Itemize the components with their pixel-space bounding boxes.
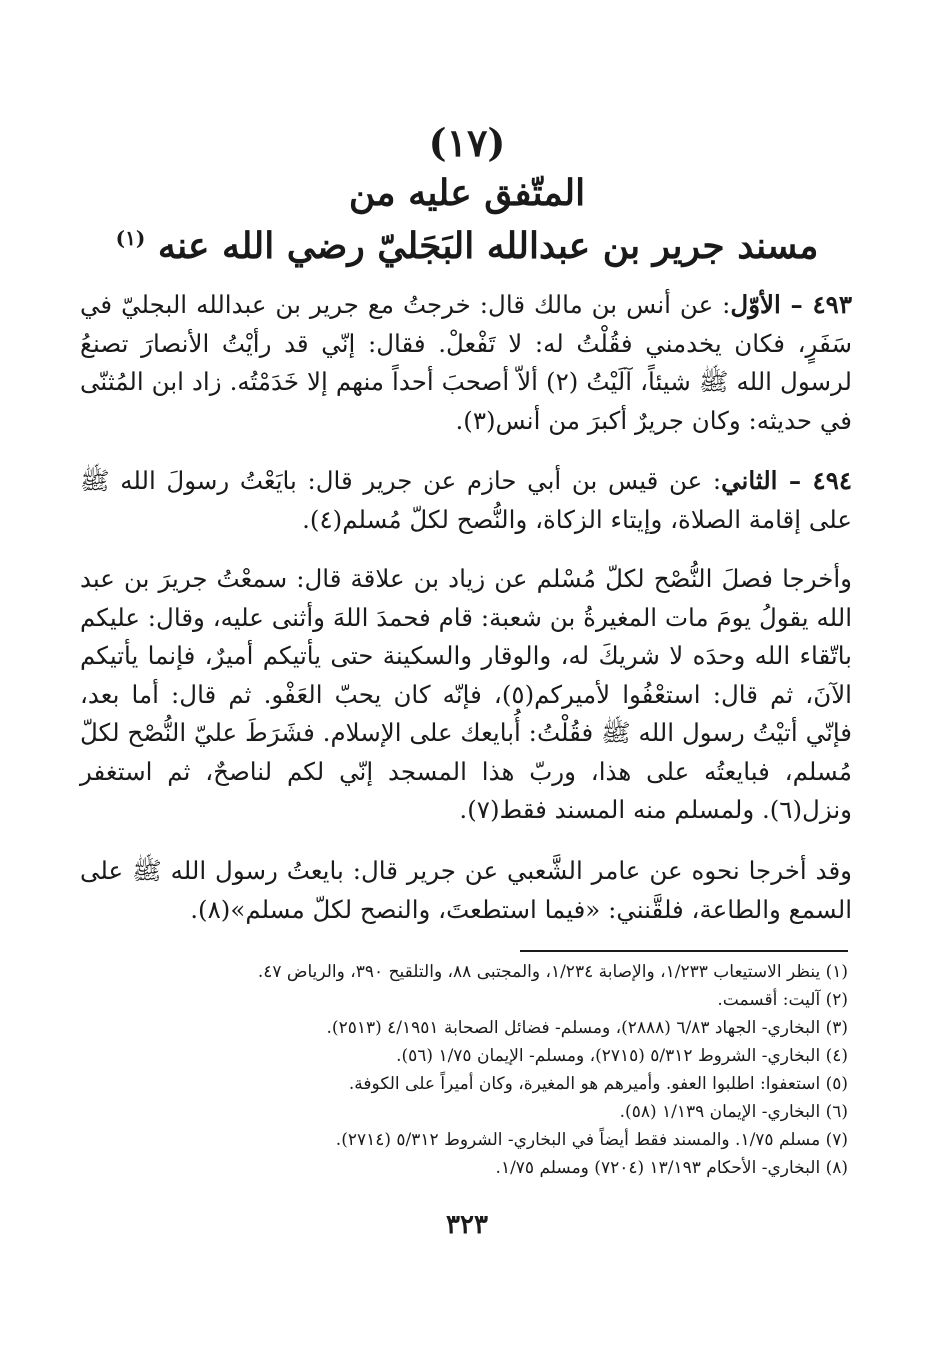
hadith-paragraph-493: ٤٩٣ – الأوّل: عن أنس بن مالك قال: خرجتُ مع جرير بن عبدالله البجليّ في سَفَرٍ، فكان يخدمني فقُلْتُ له: لا تَفْعلْ. فقال: إنّي قد رأيْتُ الأنصارَ تصنعُ لرسول الله ﷺ شيئاً، آلَيْتُ (٢) ألاّ أصحبَ أحداً منهم إلا خَدَمْتُه. زاد ابن المُثنّى في حديثه: وكان جريرٌ أكبرَ من أنس(٣). xyxy=(80,290,852,435)
footnote: (٢) آليت: أقسمت. xyxy=(717,990,848,1010)
narration-paragraph xyxy=(80,852,852,929)
footnote: (٦) البخاري- الإيمان ١/١٣٩ (٥٨). xyxy=(619,1102,848,1122)
hadith-paragraph-494: ٤٩٤ – الثاني: عن قيس بن أبي حازم عن جرير قال: بايَعْتُ رسولَ الله ﷺ على إقامة الصلاة، وإيتاء الزكاة، والنُّصح لكلّ مُسلم(٤). xyxy=(80,466,853,534)
hadith-label: الأوّل xyxy=(730,290,781,319)
chapter-title-line-1: المتّفق عليه من xyxy=(348,172,586,214)
footnote: (٣) البخاري- الجهاد ٦/٨٣ (٢٨٨٨)، ومسلم- فضائل الصحابة ٤/١٩٥١ (٢٥١٣). xyxy=(326,1018,848,1038)
footnote: (٨) البخاري- الأحكام ١٣/١٩٣ (٧٢٠٤) ومسلم ١/٧٥. xyxy=(495,1158,848,1178)
title-footnote-ref: (١) xyxy=(115,226,146,250)
footnote-divider xyxy=(520,950,848,952)
hadith-number: ٤٩٣ xyxy=(812,290,852,319)
footnotes xyxy=(80,958,848,1182)
page-number: ٣٢٣ xyxy=(446,1210,488,1240)
footnote: (٥) استعفوا: اطلبوا العفو. وأميرهم هو المغيرة، وكان أميراً على الكوفة. xyxy=(348,1074,848,1094)
footnote: (٧) مسلم ١/٧٥. والمسند فقط أيضاً في البخاري- الشروط ٥/٣١٢ (٢٧١٤). xyxy=(335,1130,848,1150)
narration-text: وقد أخرجا نحوه عن عامر الشَّعبي عن جرير قال: بايعتُ رسول الله ﷺ على السمع والطاعة، فلقَّنني: «فيما استطعتَ، والنصح لكلّ مسلم»(٨). xyxy=(80,856,852,924)
narration-paragraph xyxy=(80,560,852,830)
footnote: (١) ينظر الاستيعاب ١/٢٣٣، والإصابة ١/٢٣٤، والمجتبى ٨٨، والتلقيح ٣٩٠، والرياض ٤٧. xyxy=(257,962,848,982)
hadith-label: الثاني xyxy=(721,466,778,495)
hadith-text: : عن قيس بن أبي حازم عن جرير قال: بايَعْتُ رسولَ الله ﷺ على إقامة الصلاة، وإيتاء الزكاة، والنُّصح لكلّ مُسلم(٤). xyxy=(80,466,852,534)
chapter-title-text: مسند جرير بن عبدالله البَجَليّ رضي الله عنه xyxy=(157,225,819,267)
chapter-title-line-2 xyxy=(60,225,874,267)
footnote: (٤) البخاري- الشروط ٥/٣١٢ (٢٧١٥)، ومسلم- الإيمان ١/٧٥ (٥٦). xyxy=(396,1046,848,1066)
hadith-text: : عن أنس بن مالك قال: خرجتُ مع جرير بن عبدالله البجليّ في سَفَرٍ، فكان يخدمني فقُلْتُ له: لا تَفْعلْ. فقال: إنّي قد رأيْتُ الأنصارَ تصنعُ لرسول الله ﷺ شيئاً، آلَيْتُ (٢) ألاّ أصحبَ أحداً منهم إلا خَدَمْتُه. زاد ابن المُثنّى في حديثه: وكان جريرٌ أكبرَ من أنس(٣). xyxy=(80,290,852,435)
chapter-number: (١٧) xyxy=(428,120,506,165)
hadith-number: ٤٩٤ xyxy=(812,466,853,495)
narration-text: وأخرجا فصلَ النُّصْح لكلّ مُسْلم عن زياد بن علاقة قال: سمعْتُ جريرَ بن عبد الله يقولُ يومَ مات المغيرةُ بن شعبة: قام فحمدَ اللهَ وأثنى عليه، وقال: عليكم باتّقاء الله وحدَه لا شريكَ له، والوقار والسكينة حتى يأتيكم أميرٌ، فإنما يأتيكم الآنَ، ثم قال: استعْفُوا لأميركم(٥)، فإنّه كان يحبّ العَفْو. ثم قال: أما بعد، فإنّي أتيْتُ رسول الله ﷺ فقُلْتُ: أُبايعك على الإسلام. فشَرَطَ عليّ النُّصْح لكلّ مُسلم، فبايعتُه على هذا، وربّ هذا المسجد إنّي لكم لناصحٌ، ثم استغفر ونزل(٦). ولمسلم منه المسند فقط(٧). xyxy=(80,564,852,824)
